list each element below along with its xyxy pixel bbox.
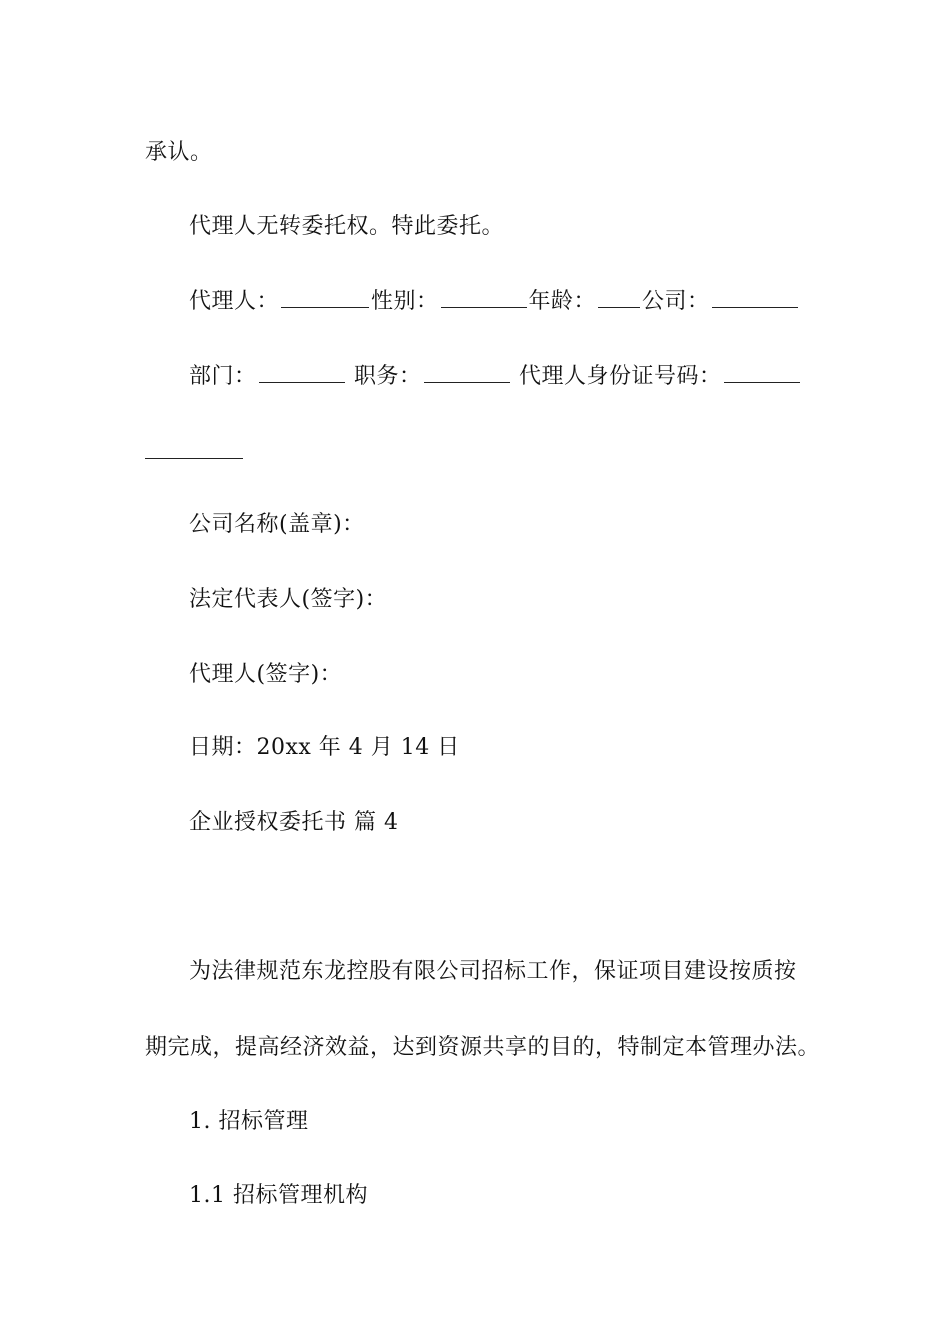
position-blank [424,362,510,383]
legal-rep-signature-line: 法定代表人(签字)： [189,587,388,612]
gender-blank [441,287,527,308]
id-number-blank [724,362,800,383]
department-label: 部门： [189,364,257,389]
paragraph-line: 为法律规范东龙控股有限公司招标工作，保证项目建设按质按 [189,959,797,984]
company-seal-line: 公司名称(盖章)： [189,512,365,537]
section-title: 企业授权委托书 篇 4 [189,810,399,835]
dept-info-line [189,362,802,392]
agent-signature-line: 代理人(签字)： [189,662,343,687]
id-number-blank-continued [145,458,243,459]
gender-label: 性别： [371,289,439,314]
department-blank [259,362,345,383]
age-blank [598,287,640,308]
date-line: 日期：20xx 年 4 月 14 日 [189,735,460,760]
company-label: 公司： [642,289,710,314]
position-label: 职务： [354,364,422,389]
company-blank [712,287,798,308]
paragraph-line: 期完成，提高经济效益，达到资源共享的目的，特制定本管理办法。 [145,1035,821,1060]
agent-blank [281,287,369,308]
text-line: 承认。 [145,140,213,165]
id-number-label: 代理人身份证号码： [519,364,722,389]
text-line: 代理人无转委托权。特此委托。 [189,214,505,239]
agent-info-line [189,287,800,317]
heading-1-1: 1.1 招标管理机构 [189,1183,368,1208]
heading-1: 1. 招标管理 [189,1109,309,1134]
agent-label: 代理人： [189,289,280,314]
age-label: 年龄： [528,289,597,314]
